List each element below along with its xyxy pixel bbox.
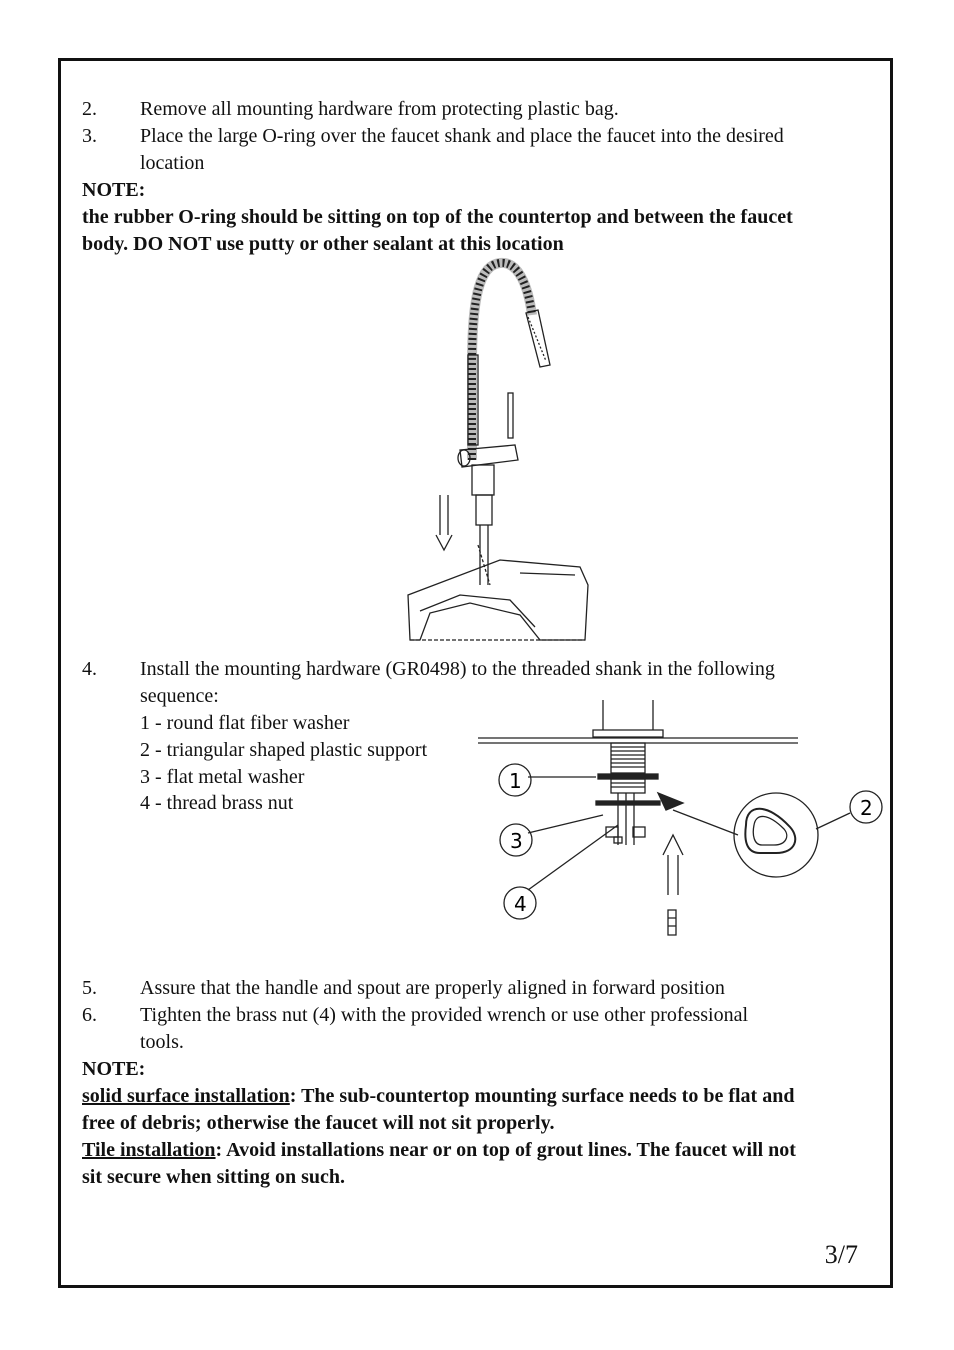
tile-line1: [82, 1137, 796, 1164]
tile-text: : Avoid installations near or on top of grout lines. The faucet will not: [215, 1139, 796, 1161]
note-1-line1: the rubber O-ring should be sitting on top of the countertop and between the faucet: [82, 206, 793, 228]
page-number: 3/7: [824, 1240, 858, 1269]
faucet-installation-illustration: [400, 255, 590, 650]
diagram-label-3: 3: [510, 829, 523, 853]
step-4-number: 4.: [82, 658, 97, 680]
step-2-text: Remove all mounting hardware from protecting plastic bag.: [140, 98, 619, 120]
step-2-number: 2.: [82, 98, 97, 120]
note-1-line2: body. DO NOT use putty or other sealant at this location: [82, 233, 564, 255]
step-5-text: Assure that the handle and spout are properly aligned in forward position: [140, 977, 725, 999]
step-4-line1: Install the mounting hardware (GR0498) to the threaded shank in the following: [140, 658, 775, 680]
tile-label: Tile installation: [82, 1139, 216, 1161]
note-2-title: NOTE:: [82, 1058, 146, 1080]
step-3-line2: location: [140, 152, 205, 174]
tile-line2: sit secure when sitting on such.: [82, 1166, 345, 1188]
sequence-item-3: 3 - flat metal washer: [140, 766, 305, 788]
sequence-item-2: 2 - triangular shaped plastic support: [140, 739, 428, 761]
step-3-number: 3.: [82, 125, 97, 147]
diagram-label-4: 4: [514, 892, 527, 916]
sequence-item-1: 1 - round flat fiber washer: [140, 712, 350, 734]
step-6-line2: tools.: [140, 1031, 184, 1053]
solid-surface-label: solid surface installation: [82, 1085, 290, 1107]
solid-surface-text: : The sub-countertop mounting surface needs to be flat and: [289, 1085, 795, 1107]
step-5-number: 5.: [82, 977, 97, 999]
step-4-line2: sequence:: [140, 685, 219, 707]
step-3-line1: Place the large O-ring over the faucet shank and place the faucet into the desired: [140, 125, 784, 147]
note-1-title: NOTE:: [82, 179, 146, 201]
diagram-label-1: 1: [509, 769, 522, 793]
solid-surface-line1: [82, 1083, 794, 1110]
diagram-label-2: 2: [860, 796, 873, 820]
sequence-item-4: 4 - thread brass nut: [140, 792, 294, 814]
step-6-line1: Tighten the brass nut (4) with the provided wrench or use other professional: [140, 1004, 749, 1026]
mounting-hardware-diagram: [478, 695, 888, 945]
step-6-number: 6.: [82, 1004, 97, 1026]
solid-surface-line2: free of debris; otherwise the faucet will not sit properly.: [82, 1112, 555, 1134]
